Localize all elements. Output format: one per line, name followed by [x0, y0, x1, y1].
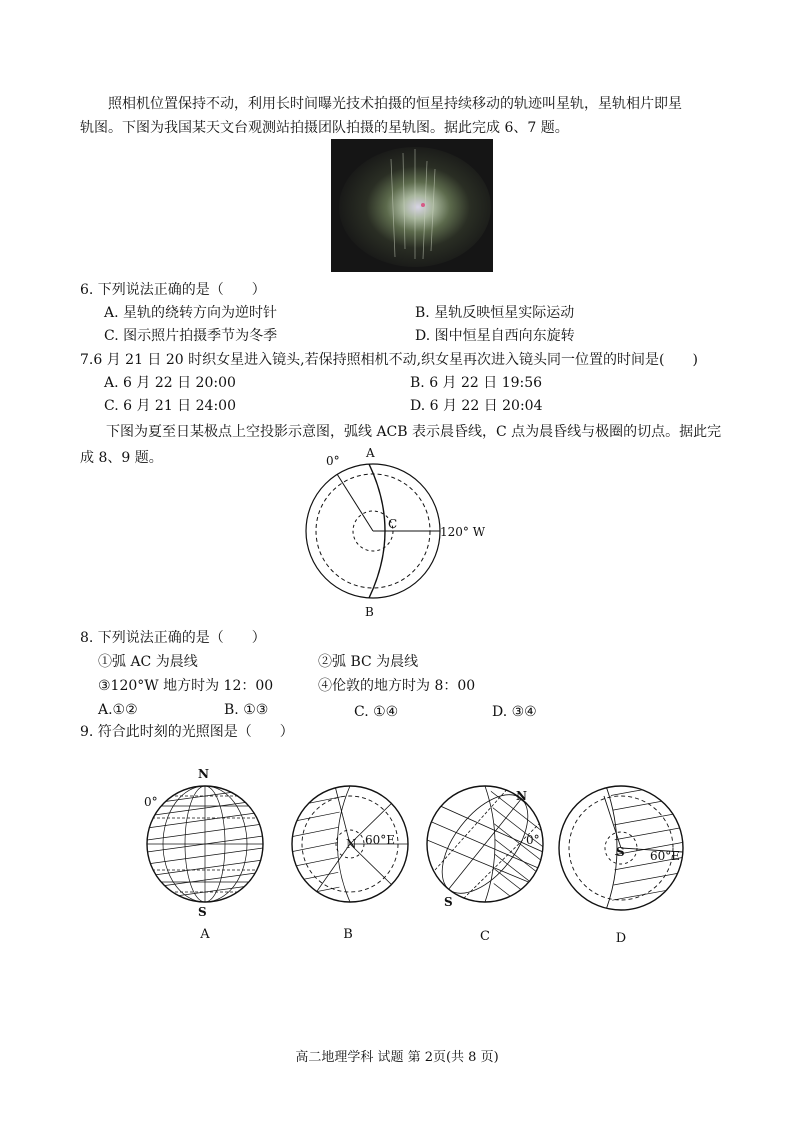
q6-option-d[interactable]: D. 图中恒星自西向东旋转 [415, 328, 575, 344]
globe-a-s: S [198, 905, 207, 919]
q6-option-a[interactable]: A. 星轨的绕转方向为逆时针 [104, 305, 278, 321]
q8-statement-3: ③120°W 地方时为 12：00 [98, 678, 274, 694]
globe-a-caption: A [200, 927, 210, 942]
globe-option-c[interactable] [410, 760, 560, 950]
globe-c-0: 0° [526, 833, 540, 847]
globe-b-n: N [346, 837, 357, 851]
q8-statement-1: ①弧 AC 为晨线 [98, 654, 198, 670]
globe-d-caption: D [615, 931, 627, 946]
q8-statement-4: ④伦敦的地方时为 8：00 [318, 678, 476, 694]
star-trail-photo [331, 139, 493, 272]
label-c: C [388, 517, 398, 531]
globe-b-60e: 60°E [365, 833, 396, 847]
q8-option-b[interactable]: B. ①③ [224, 702, 269, 718]
globe-c-n: N [516, 789, 527, 803]
meridian-0 [337, 474, 373, 531]
globe-a-0: 0° [144, 795, 158, 809]
q7-option-c[interactable]: C. 6 月 21 日 24:00 [104, 398, 236, 414]
q6-option-c[interactable]: C. 图示照片拍摄季节为冬季 [104, 328, 278, 344]
q6-stem: 6. 下列说法正确的是（ ） [80, 282, 266, 298]
polar-projection-diagram [300, 444, 500, 624]
q7-option-b[interactable]: B. 6 月 22 日 19:56 [410, 375, 543, 391]
q7-stem: 7.6 月 21 日 20 时织女星进入镜头,若保持照相机不动,织女星再次进入镜头同一位置的时间是( ) [80, 352, 698, 368]
q8-option-c[interactable]: C. ①④ [354, 704, 399, 720]
page-footer: 高二地理学科 试题 第 2页(共 8 页) [295, 1050, 499, 1065]
label-a: A [366, 446, 375, 460]
q8-option-d[interactable]: D. ③④ [492, 704, 537, 720]
label-120w: 120° W [440, 525, 486, 539]
q8-stem: 8. 下列说法正确的是（ ） [80, 630, 266, 646]
q8-statement-2: ②弧 BC 为晨线 [318, 654, 419, 670]
label-0: 0° [326, 454, 340, 468]
q7-option-d[interactable]: D. 6 月 22 日 20:04 [410, 398, 543, 414]
globe-option-d[interactable] [546, 760, 696, 950]
q6-option-b[interactable]: B. 星轨反映恒星实际运动 [415, 305, 575, 321]
globe-option-a[interactable] [130, 760, 280, 950]
q8-option-a[interactable]: A.①② [98, 702, 138, 718]
intro-8-9: 下图为夏至日某极点上空投影示意图，弧线 ACB 表示晨昏线，C 点为晨昏线与极圈的切点。据此完成 8、9 题。 [80, 424, 722, 466]
globe-d-60e: 60°E [650, 849, 681, 863]
globe-b-caption: B [343, 927, 353, 942]
globe-c-caption: C [480, 929, 490, 944]
globe-d-s: S [616, 845, 625, 859]
globe-option-b[interactable] [275, 760, 425, 950]
globe-c-s: S [444, 895, 453, 909]
q9-stem: 9. 符合此时刻的光照图是（ ） [80, 724, 294, 740]
intro-6-7-line2: 轨图。下图为我国某天文台观测站拍摄团队拍摄的星轨图。据此完成 6、7 题。 [80, 120, 569, 136]
q7-option-a[interactable]: A. 6 月 22 日 20:00 [104, 375, 236, 391]
intro-6-7-line1: 照相机位置保持不动，利用长时间曝光技术拍摄的恒星持续移动的轨迹叫星轨，星轨相片即星 [108, 96, 682, 112]
label-b: B [365, 605, 374, 619]
globe-a-n: N [198, 767, 209, 781]
